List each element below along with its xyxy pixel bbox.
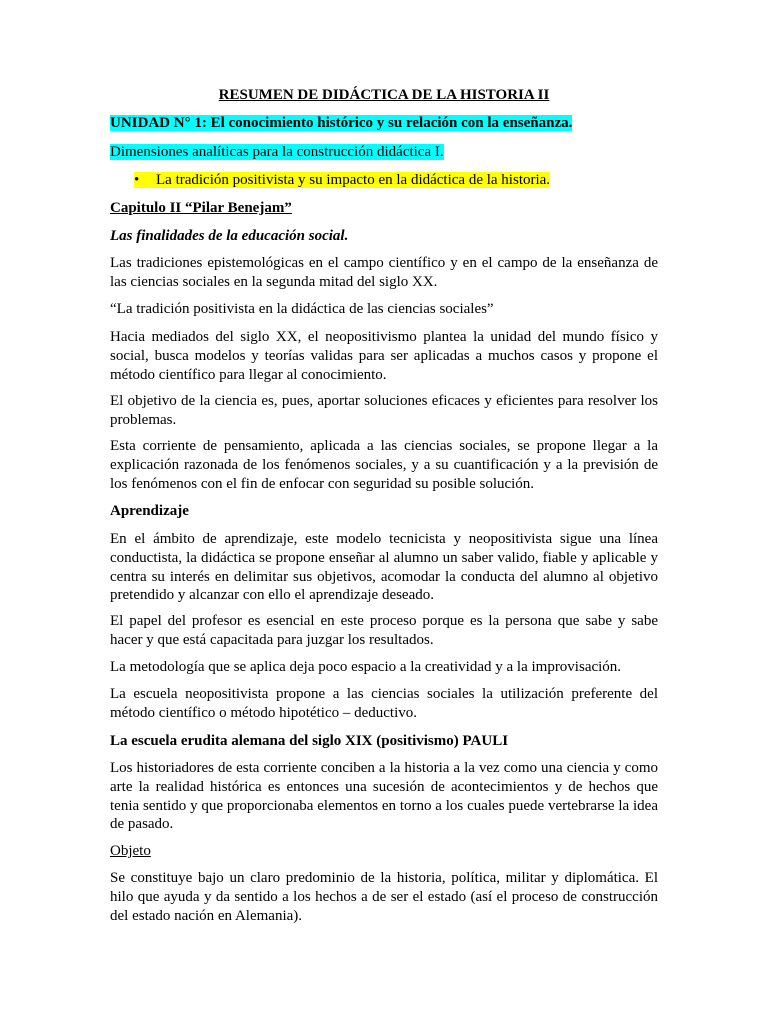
section-subtitle: Las finalidades de la educación social.: [110, 228, 349, 244]
bullet-highlight: [134, 172, 550, 188]
paragraph-2: Hacia mediados del siglo XX, el neopositivismo plantea la unidad del mundo físico y social, busca modelos y teorías validas para ser aplicadas a muchos casos y propone el método científico para llegar al conocimiento.: [110, 329, 658, 383]
dimensions-text: Dimensiones analíticas para la construcción didáctica I.: [110, 144, 444, 160]
dimensions-line: [110, 143, 444, 162]
heading-objeto: Objeto: [110, 843, 151, 859]
unit-heading-text: UNIDAD N° 1: El conocimiento histórico y su relación con la enseñanza.: [110, 115, 573, 131]
bullet-text: La tradición positivista y su impacto en la didáctica de la historia.: [156, 172, 551, 188]
paragraph-6: El papel del profesor es esencial en este proceso porque es la persona que sabe y sabe hacer y que está capacitada para juzgar los resultados.: [110, 613, 658, 648]
heading-escuela: La escuela erudita alemana del siglo XIX (positivismo) PAULI: [110, 733, 509, 749]
paragraph-3: El objetivo de la ciencia es, pues, aportar soluciones eficaces y eficientes para resolver los problemas.: [110, 393, 658, 428]
paragraph-10: Se constituye bajo un claro predominio de la historia, política, militar y diplomática. El hilo que ayuda y da sentido a los hechos a de ser el estado (así el proceso de construcción del estado nación en Alemania).: [110, 870, 658, 924]
unit-heading: [110, 114, 572, 133]
quote-line: “La tradición positivista en la didáctica de las ciencias sociales”: [110, 301, 494, 317]
bullet-dot-icon: •: [134, 172, 140, 188]
bullet-item: [134, 171, 550, 190]
chapter-heading: Capitulo II “Pilar Benejam”: [110, 200, 292, 216]
heading-aprendizaje: Aprendizaje: [110, 503, 189, 519]
paragraph-7: La metodología que se aplica deja poco espacio a la creatividad y a la improvisación.: [110, 659, 622, 675]
paragraph-1: Las tradiciones epistemológicas en el campo científico y en el campo de la enseñanza de las ciencias sociales en la segunda mitad del siglo XX.: [110, 255, 658, 290]
paragraph-9: Los historiadores de esta corriente conciben a la historia a la vez como una ciencia y como arte la realidad histórica es entonces una sucesión de acontecimientos y de hechos que tenia sentido y que proporcionaba elementos en torno a los cuales puede vertebrarse la idea de pasado.: [110, 760, 658, 833]
paragraph-5: En el ámbito de aprendizaje, este modelo tecnicista y neopositivista sigue una línea conductista, la didáctica se propone enseñar al alumno un saber valido, fiable y aplicable y centra su interés en delimitar sus objetivos, acomodar la conducta del alumno al objetivo pretendido y alcanzar con ello el aprendizaje deseado.: [110, 531, 658, 604]
paragraph-8: La escuela neopositivista propone a las ciencias sociales la utilización preferente del método científico o método hipotético – deductivo.: [110, 686, 658, 721]
document-title: RESUMEN DE DIDÁCTICA DE LA HISTORIA II: [218, 87, 550, 103]
paragraph-4: Esta corriente de pensamiento, aplicada a las ciencias sociales, se propone llegar a la explicación razonada de los fenómenos sociales, y a su cuantificación y a la previsión de los fenómenos con el fin de enfocar con seguridad su posible solución.: [110, 438, 658, 492]
